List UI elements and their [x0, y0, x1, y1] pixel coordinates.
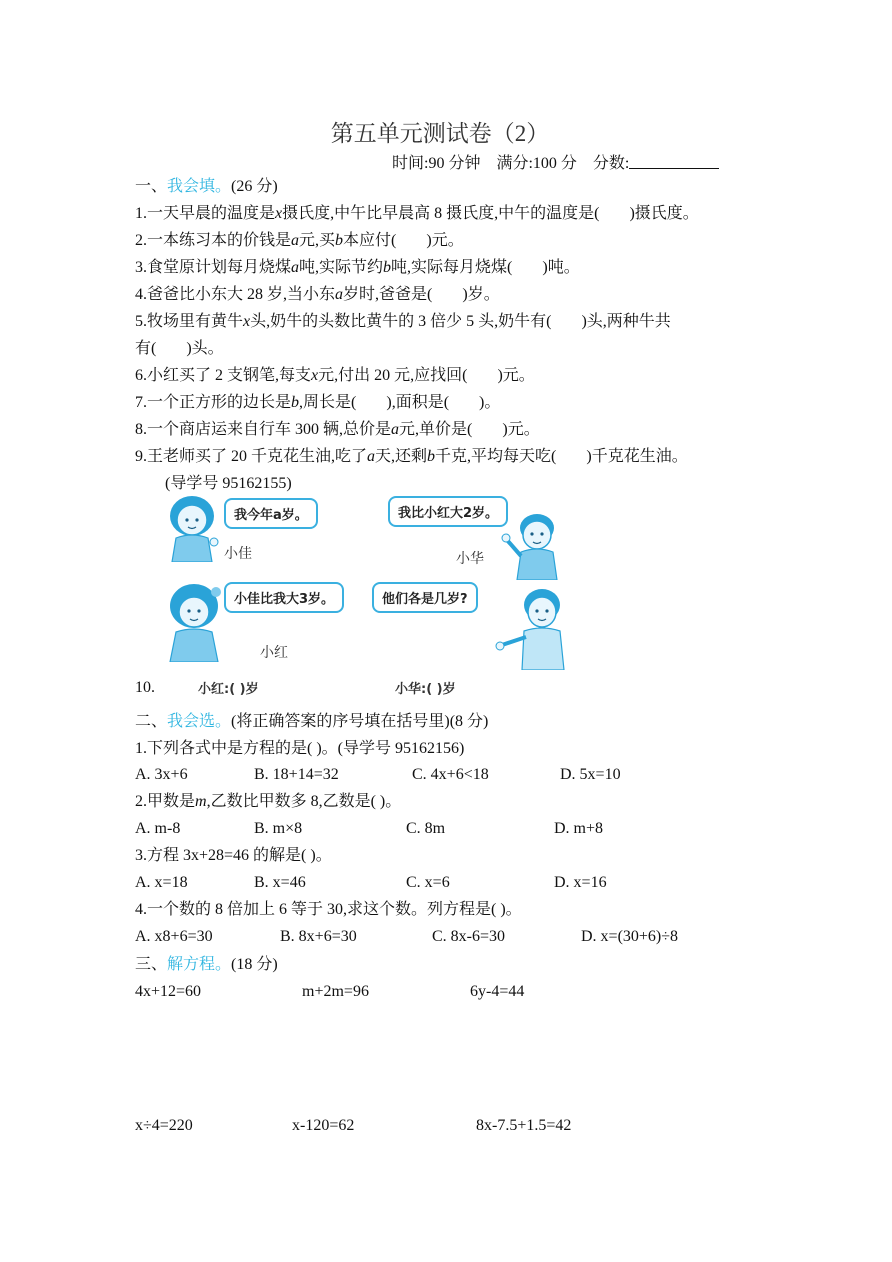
equation-6: 8x-7.5+1.5=42 [476, 1117, 572, 1134]
equation-1: 4x+12=60 [135, 983, 202, 1000]
question-1-5-cont: 有( )头。 [135, 340, 224, 357]
question-1-10-number: 10. [135, 679, 155, 696]
option-2-1-b[interactable]: B. 18+14=32 [254, 766, 339, 783]
question-1-4: 4.爸爸比小东大 28 岁,当小东a岁时,爸爸是( )岁。 [135, 286, 500, 303]
name-label-xiaohua: 小华 [456, 551, 484, 567]
question-1-5: 5.牧场里有黄牛x头,奶牛的头数比黄牛的 3 倍少 5 头,奶牛有( )头,两种牛共 [135, 313, 671, 330]
section-name: 我会选。 [167, 713, 232, 730]
question-1-2: 2.一本练习本的价钱是a元,买b本应付( )元。 [135, 232, 464, 249]
score-label: 分数: [592, 155, 630, 172]
section-name: 解方程。 [167, 956, 232, 973]
illustration-scene [162, 490, 572, 670]
exam-meta [392, 150, 719, 173]
time-info: 时间:90 分钟 [392, 155, 481, 172]
question-1-6: 6.小红买了 2 支钢笔,每支x元,付出 20 元,应找回( )元。 [135, 367, 535, 384]
question-2-2: 2.甲数是m,乙数比甲数多 8,乙数是( )。 [135, 793, 402, 810]
page-title: 第五单元测试卷（2） [330, 121, 550, 146]
girl-xiaohong-figure [162, 582, 228, 662]
section-points: (26 分) [231, 178, 278, 195]
equation-4: x÷4=220 [135, 1117, 193, 1134]
question-1-9: 9.王老师买了 20 千克花生油,吃了a天,还剩b千克,平均每天吃( )千克花生油。 [135, 448, 688, 465]
section-3-heading [135, 955, 278, 975]
section-1-heading [135, 177, 278, 197]
question-2-3: 3.方程 3x+28=46 的解是( )。 [135, 847, 332, 864]
option-2-3-a[interactable]: A. x=18 [135, 874, 188, 891]
section-points: (18 分) [231, 956, 278, 973]
answer-xiaohua[interactable]: 小华:( )岁 [395, 682, 456, 697]
section-points: (将正确答案的序号填在括号里)(8 分) [231, 713, 489, 730]
name-label-xiaojia: 小佳 [224, 546, 252, 562]
option-2-4-a[interactable]: A. x8+6=30 [135, 928, 213, 945]
section-number: 一、 [135, 178, 168, 195]
speech-bubble-teacher: 他们各是几岁? [372, 582, 478, 613]
option-2-2-a[interactable]: A. m-8 [135, 820, 181, 837]
option-2-3-b[interactable]: B. x=46 [254, 874, 306, 891]
option-2-4-c[interactable]: C. 8x-6=30 [432, 928, 506, 945]
option-2-1-c[interactable]: C. 4x+6<18 [412, 766, 489, 783]
option-2-4-d[interactable]: D. x=(30+6)÷8 [581, 928, 679, 945]
question-1-3: 3.食堂原计划每月烧煤a吨,实际节约b吨,实际每月烧煤( )吨。 [135, 259, 580, 276]
option-2-4-b[interactable]: B. 8x+6=30 [280, 928, 357, 945]
speech-bubble-xiaojia: 我今年a岁。 [224, 498, 318, 529]
option-2-2-d[interactable]: D. m+8 [554, 820, 604, 837]
section-2-heading [135, 712, 488, 732]
option-2-2-b[interactable]: B. m×8 [254, 820, 303, 837]
speech-bubble-xiaohua: 我比小红大2岁。 [388, 496, 508, 527]
option-2-1-d[interactable]: D. 5x=10 [560, 766, 621, 783]
section-name: 我会填。 [167, 178, 232, 195]
question-2-4: 4.一个数的 8 倍加上 6 等于 30,求这个数。列方程是( )。 [135, 901, 522, 918]
answer-xiaohong[interactable]: 小红:( )岁 [198, 682, 259, 697]
section-number: 三、 [135, 956, 168, 973]
section-number: 二、 [135, 713, 168, 730]
question-1-8: 8.一个商店运来自行车 300 辆,总价是a元,单价是( )元。 [135, 421, 540, 438]
question-1-7: 7.一个正方形的边长是b,周长是( ),面积是( )。 [135, 394, 501, 411]
equation-3: 6y-4=44 [470, 983, 525, 1000]
full-score-info: 满分:100 分 [496, 155, 577, 172]
option-2-3-d[interactable]: D. x=16 [554, 874, 607, 891]
equation-5: x-120=62 [292, 1117, 355, 1134]
option-2-3-c[interactable]: C. x=6 [406, 874, 450, 891]
question-2-1: 1.下列各式中是方程的是( )。(导学号 95162156) [135, 740, 465, 757]
question-1-1: 1.一天早晨的温度是x摄氏度,中午比早晨高 8 摄氏度,中午的温度是( )摄氏度。 [135, 205, 699, 222]
option-2-1-a[interactable]: A. 3x+6 [135, 766, 188, 783]
guide-number: (导学号 95162155) [165, 475, 292, 492]
option-2-2-c[interactable]: C. 8m [406, 820, 446, 837]
name-label-xiaohong: 小红 [260, 645, 288, 661]
score-blank[interactable] [629, 154, 719, 169]
speech-bubble-xiaohong: 小佳比我大3岁。 [224, 582, 344, 613]
teacher-figure [492, 585, 572, 670]
equation-2: m+2m=96 [302, 983, 369, 1000]
girl-xiaojia-figure [162, 492, 224, 562]
